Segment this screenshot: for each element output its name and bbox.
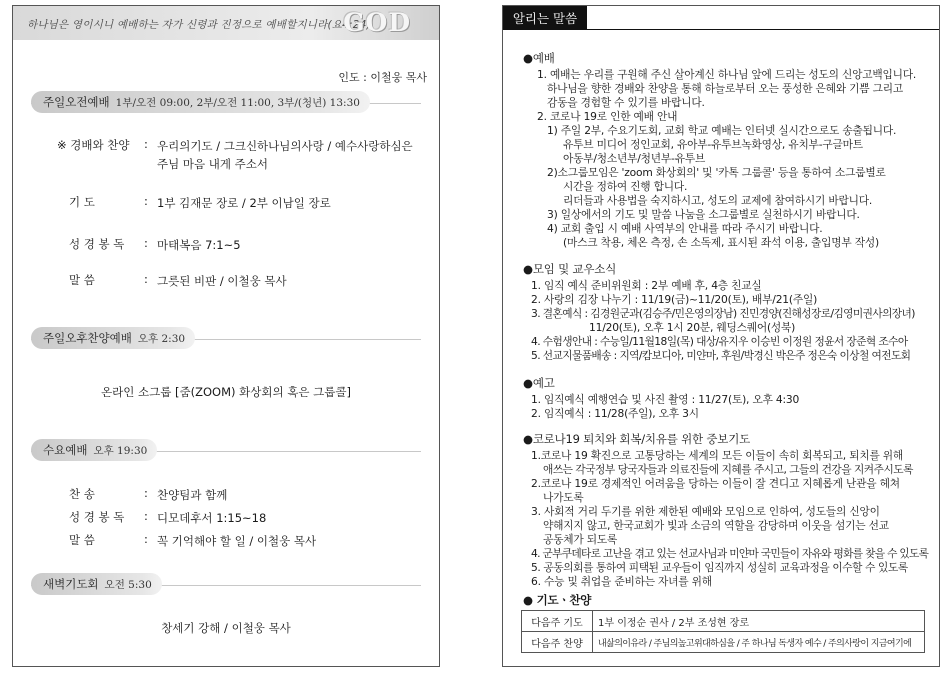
- section-time: 오전 5:30: [104, 578, 152, 591]
- row-value: 우리의기도 / 그크신하나님의사랑 / 예수사랑하심은 주님 마음 내게 주소서: [157, 139, 413, 171]
- dawn-sermon: 창세기 강해 / 이철웅 목사: [161, 621, 291, 635]
- prayer-line: 3. 사회적 거리 두기를 위한 제한된 예배와 모임으로 인하여, 성도들의 신앙이: [531, 505, 880, 518]
- row-value: 마태복음 7:1~5: [157, 238, 241, 252]
- schedule-key: 다음주 찬양: [522, 632, 593, 653]
- worship-line: 아동부/청소년부/청년부-유투브: [563, 152, 706, 165]
- worship-schedule-table: [521, 610, 925, 653]
- prayer-line: 약해지지 않고, 한국교회가 빛과 소금의 역할을 감당하며 이웃을 섬기는 선교: [543, 519, 889, 532]
- prayer-line: 나가도록: [543, 491, 584, 504]
- table-row: [522, 611, 925, 632]
- worship-line: 2)소그룹모임은 'zoom 화상회의' 및 '카톡 그룹콜' 등을 통하여 소그룹별로: [547, 166, 886, 179]
- meeting-heading: ●모임 및 교우소식: [523, 262, 617, 276]
- section-wednesday: [31, 439, 421, 461]
- announcements-title: 알리는 말씀: [503, 6, 587, 30]
- prayer-line: 4. 군부쿠데타로 고난을 겪고 있는 선교사님과 미얀마 국민들이 자유와 평화를 찾을 수 있도록: [531, 547, 929, 560]
- prayer-line: 6. 수능 및 취업을 준비하는 자녀를 위해: [531, 575, 712, 588]
- meeting-line: 2. 사랑의 김장 나누기 : 11/19(금)~11/20(토), 배부/21(주일): [531, 293, 818, 306]
- worship-line: 하나님을 향한 경배와 찬양을 통해 하늘로부터 오는 풍성한 은혜와 기쁨 그리고: [547, 82, 903, 95]
- notice-line: 2. 임직예식 : 11/28(주일), 오후 3시: [531, 407, 699, 420]
- notice-line: 1. 임직예식 예행연습 및 사진 촬영 : 11/27(토), 오후 4:30: [531, 393, 800, 406]
- header-banner: [13, 6, 439, 40]
- meeting-line: 5. 선교지물품배송 : 지역/캄보디아, 미얀마, 후원/박경신 박은주 정은숙 이상철 여전도회: [531, 349, 911, 362]
- notice-heading: ●예고: [523, 376, 555, 390]
- table-row: [522, 632, 925, 653]
- section-header: [31, 327, 195, 349]
- row-label: ※ 경배와 찬양: [57, 138, 130, 152]
- meeting-line: 11/20(토), 오후 1시 20분, 웨딩스퀘어(성북): [589, 321, 796, 334]
- row-label: 찬 송: [69, 487, 95, 501]
- prayer-line: 애쓰는 각국정부 당국자들과 의료진들에 지혜를 주시고, 그들의 건강을 지켜주시도록: [543, 463, 913, 476]
- worship-line: 시간을 정하여 진행 합니다.: [563, 180, 688, 193]
- afternoon-online-notice: 온라인 소그룹 [줌(ZOOM) 화상회의 혹은 그룹콜]: [101, 385, 351, 399]
- worship-line: 1) 주일 2부, 수요기도회, 교회 학교 예배는 인터넷 실시간으로도 송출됩니다.: [547, 124, 897, 137]
- section-title: 수요예배: [43, 443, 88, 457]
- section-time: 1부/오전 09:00, 2부/오전 11:00, 3부/(청년) 13:30: [115, 96, 360, 109]
- row-label: 성 경 봉 독: [69, 510, 125, 524]
- section-dawn-prayer: [31, 573, 421, 595]
- worship-leader: 인도 : 이철웅 목사: [338, 71, 427, 84]
- row-value: 그릇된 비판 / 이철웅 목사: [157, 274, 287, 288]
- meeting-line: 4. 수험생안내 : 수능일/11월18일(목) 대상/유지우 이승빈 이정원 정윤서 장준혁 조수아: [531, 335, 908, 348]
- worship-line: (마스크 착용, 체온 측정, 손 소독제, 표시된 좌석 이용, 출입명부 작성): [563, 236, 879, 249]
- section-title: 주일오후찬양예배: [43, 331, 132, 345]
- meeting-line: 3. 결혼예식 : 김경원군과(김승주/민은영의장남) 진민경양(진해성장로/김영미권사의장녀): [531, 307, 915, 320]
- section-time: 오후 19:30: [93, 444, 148, 457]
- section-title: 새벽기도회: [43, 577, 99, 591]
- row-value: 1부 김재문 장로 / 2부 이남일 장로: [157, 196, 331, 210]
- section-header: [31, 573, 162, 595]
- worship-line: 2. 코로나 19로 인한 예배 안내: [537, 110, 678, 123]
- row-label: 성 경 봉 독: [69, 237, 125, 251]
- announcements-panel: [502, 5, 940, 667]
- worship-heading: ●예배: [523, 51, 555, 65]
- prayer-line: 5. 공동의회를 통하여 피택된 교우들이 임직까지 성실히 교육과정을 이수할 수 있도록: [531, 561, 908, 574]
- header-rule: [587, 29, 939, 30]
- row-label: 말 씀: [69, 273, 95, 287]
- row-value: 꼭 기억해야 할 일 / 이철웅 목사: [157, 534, 317, 548]
- schedule-key: 다음주 기도: [522, 611, 593, 632]
- row-label: 기 도: [69, 195, 95, 209]
- worship-line: 3) 일상에서의 기도 및 말씀 나눔을 소그룹별로 실천하시기 바랍니다.: [547, 208, 860, 221]
- worship-line: 4) 교회 출입 시 예배 사역부의 안내를 따라 주시기 바랍니다.: [547, 222, 823, 235]
- god-logo: GOD: [343, 8, 411, 37]
- schedule-value: 내삶의이유라 / 주님의높고위대하심을 / 주 하나님 독생자 예수 / 주의사랑이 지금여기에: [593, 632, 925, 653]
- prayer-heading: ●코로나19 퇴치와 회복/치유를 위한 중보기도: [523, 432, 751, 446]
- worship-line: 리더들과 사용법을 숙지하시고, 성도의 교제에 참여하시기 바랍니다.: [563, 194, 873, 207]
- worship-line: 감동을 경험할 수 있기를 바랍니다.: [547, 96, 705, 109]
- section-title: 주일오전예배: [43, 95, 110, 109]
- section-time: 오후 2:30: [137, 332, 186, 345]
- schedule-value: 1부 이정순 권사 / 2부 조성현 장로: [593, 611, 925, 632]
- meeting-line: 1. 임직 예식 준비위원회 : 2부 예배 후, 4층 친교실: [531, 279, 762, 292]
- section-header: [31, 91, 370, 113]
- row-value: 찬양팀과 함께: [157, 488, 228, 502]
- worship-line: 유투브 미디어 정인교회, 유아부-유투브녹화영상, 유치부-구글마트: [563, 138, 863, 151]
- row-label: 말 씀: [69, 533, 95, 547]
- prayer-line: 1.코로나 19 확진으로 고통당하는 세계의 모든 이들이 속히 회복되고, 퇴치를 위해: [531, 449, 904, 462]
- section-sunday-morning: [31, 91, 421, 113]
- worship-schedule-heading: ● 기도ㆍ찬양: [523, 593, 592, 607]
- section-header: [31, 439, 157, 461]
- prayer-line: 공동체가 되도록: [543, 533, 618, 546]
- banner-verse: 하나님은 영이시니 예배하는 자가 신령과 진정으로 예배할지니라(요4:24): [27, 19, 371, 31]
- section-sunday-afternoon: [31, 327, 421, 349]
- order-of-worship-panel: 하나님은 영이시니 예배하는 자가 신령과 진정으로 예배할지니라(요4:24) GOD 인도 : 이철웅 목사 주일오전예배 1부/오전 09:00, 2부/오전 11:00, 3부/(청년) 13:30 ※ 경배와 찬양 : 우리의기도 / 그크신하나님의사랑 / 예수사랑하심은 주님 마음 내게 주소서 기 도 : 1부 김재문 장로 / 2부 이남일 장로 성 경 봉 독 : 마태복음 7:1~5 말 씀 : 그릇된 비판 / 이철웅 목사 주일오후찬양예배 오후 2:30 온라인 소그룹 [줌(ZOOM) 화상회의 혹은 그룹콜] 수요예배 오후 19:30 찬 송 : 찬양팀과 함께 성 경 봉 독 : 디모데후서 1:15~18 말 씀 : 꼭 기억해야 할 일 / 이철웅 목사 새벽기도회 오전 5:30 창세기 강해 / 이철웅 목사: [12, 5, 440, 667]
- row-value: 디모데후서 1:15~18: [157, 511, 267, 525]
- worship-line: 1. 예배는 우리를 구원해 주신 살아계신 하나님 앞에 드리는 성도의 신앙고백입니다.: [537, 68, 917, 81]
- prayer-line: 2.코로나 19로 경제적인 어려움을 당하는 이들이 잘 견디고 지혜롭게 난관을 헤쳐: [531, 477, 900, 490]
